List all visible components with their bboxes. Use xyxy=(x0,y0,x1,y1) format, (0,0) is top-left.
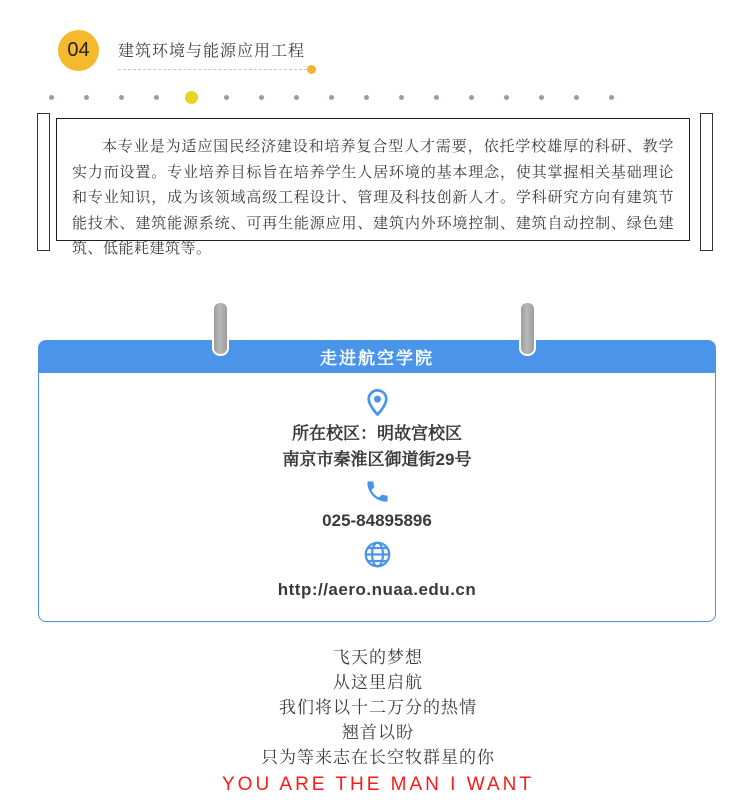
section-number-badge: 04 xyxy=(58,30,99,71)
phone-number: 025-84895896 xyxy=(322,511,432,530)
phone-icon xyxy=(39,478,715,505)
divider-dot xyxy=(84,95,89,100)
dots-divider xyxy=(34,90,629,104)
divider-dot xyxy=(154,95,159,100)
program-description-box xyxy=(56,118,690,257)
yellow-end-dot xyxy=(307,65,316,74)
divider-dot xyxy=(434,95,439,100)
divider-dot xyxy=(329,95,334,100)
divider-dot-active xyxy=(185,91,198,104)
slogan-line: 只为等来志在长空牧群星的你 xyxy=(261,748,495,767)
program-description: 本专业是为适应国民经济建设和培养复合型人才需要，依托学校雄厚的科研、教学实力而设置。专业培养目标旨在培养学生人居环境的基本理念，使其掌握相关基础理论和专业知识，成为该领域高级工程设计、管理及科技创新人才。学科研究方向有建筑节能技术、建筑能源系统、可再生能源应用、建筑内外环境控制、建筑自动控制、绿色建筑、低能耗建筑等。 xyxy=(72,138,674,257)
section-title-block xyxy=(118,38,307,70)
hanger-pin-left xyxy=(212,301,229,356)
website-url: http://aero.nuaa.edu.cn xyxy=(277,580,477,599)
divider-dot xyxy=(609,95,614,100)
divider-dot xyxy=(504,95,509,100)
location-pin-icon xyxy=(39,387,715,418)
college-info-card xyxy=(38,340,716,622)
hanger-pin-right xyxy=(519,301,536,356)
globe-icon xyxy=(39,539,715,570)
campus-text: 所在校区：明故宫校区 xyxy=(292,424,462,443)
divider-dot xyxy=(49,95,54,100)
divider-dot xyxy=(119,95,124,100)
slogan-line: 飞天的梦想 xyxy=(333,648,423,667)
divider-dot xyxy=(399,95,404,100)
divider-dot xyxy=(259,95,264,100)
divider-dot xyxy=(539,95,544,100)
slogan-line: 从这里启航 xyxy=(333,673,423,692)
slogan-line: 我们将以十二万分的热情 xyxy=(279,698,477,717)
slogan-line: 翘首以盼 xyxy=(342,723,414,742)
divider-dot xyxy=(224,95,229,100)
card-title: 走进航空学院 xyxy=(38,340,716,373)
address-text: 南京市秦淮区御道街29号 xyxy=(282,450,472,469)
divider-dot xyxy=(574,95,579,100)
right-bracket-decoration xyxy=(700,113,713,251)
slogan-block xyxy=(0,645,756,798)
left-bracket-decoration xyxy=(37,113,50,251)
slogan-english: YOU ARE THE MAN I WANT xyxy=(222,774,534,795)
divider-dot xyxy=(469,95,474,100)
card-body xyxy=(38,373,716,622)
divider-dot xyxy=(294,95,299,100)
divider-dot xyxy=(364,95,369,100)
section-title: 建筑环境与能源应用工程 xyxy=(118,43,306,60)
